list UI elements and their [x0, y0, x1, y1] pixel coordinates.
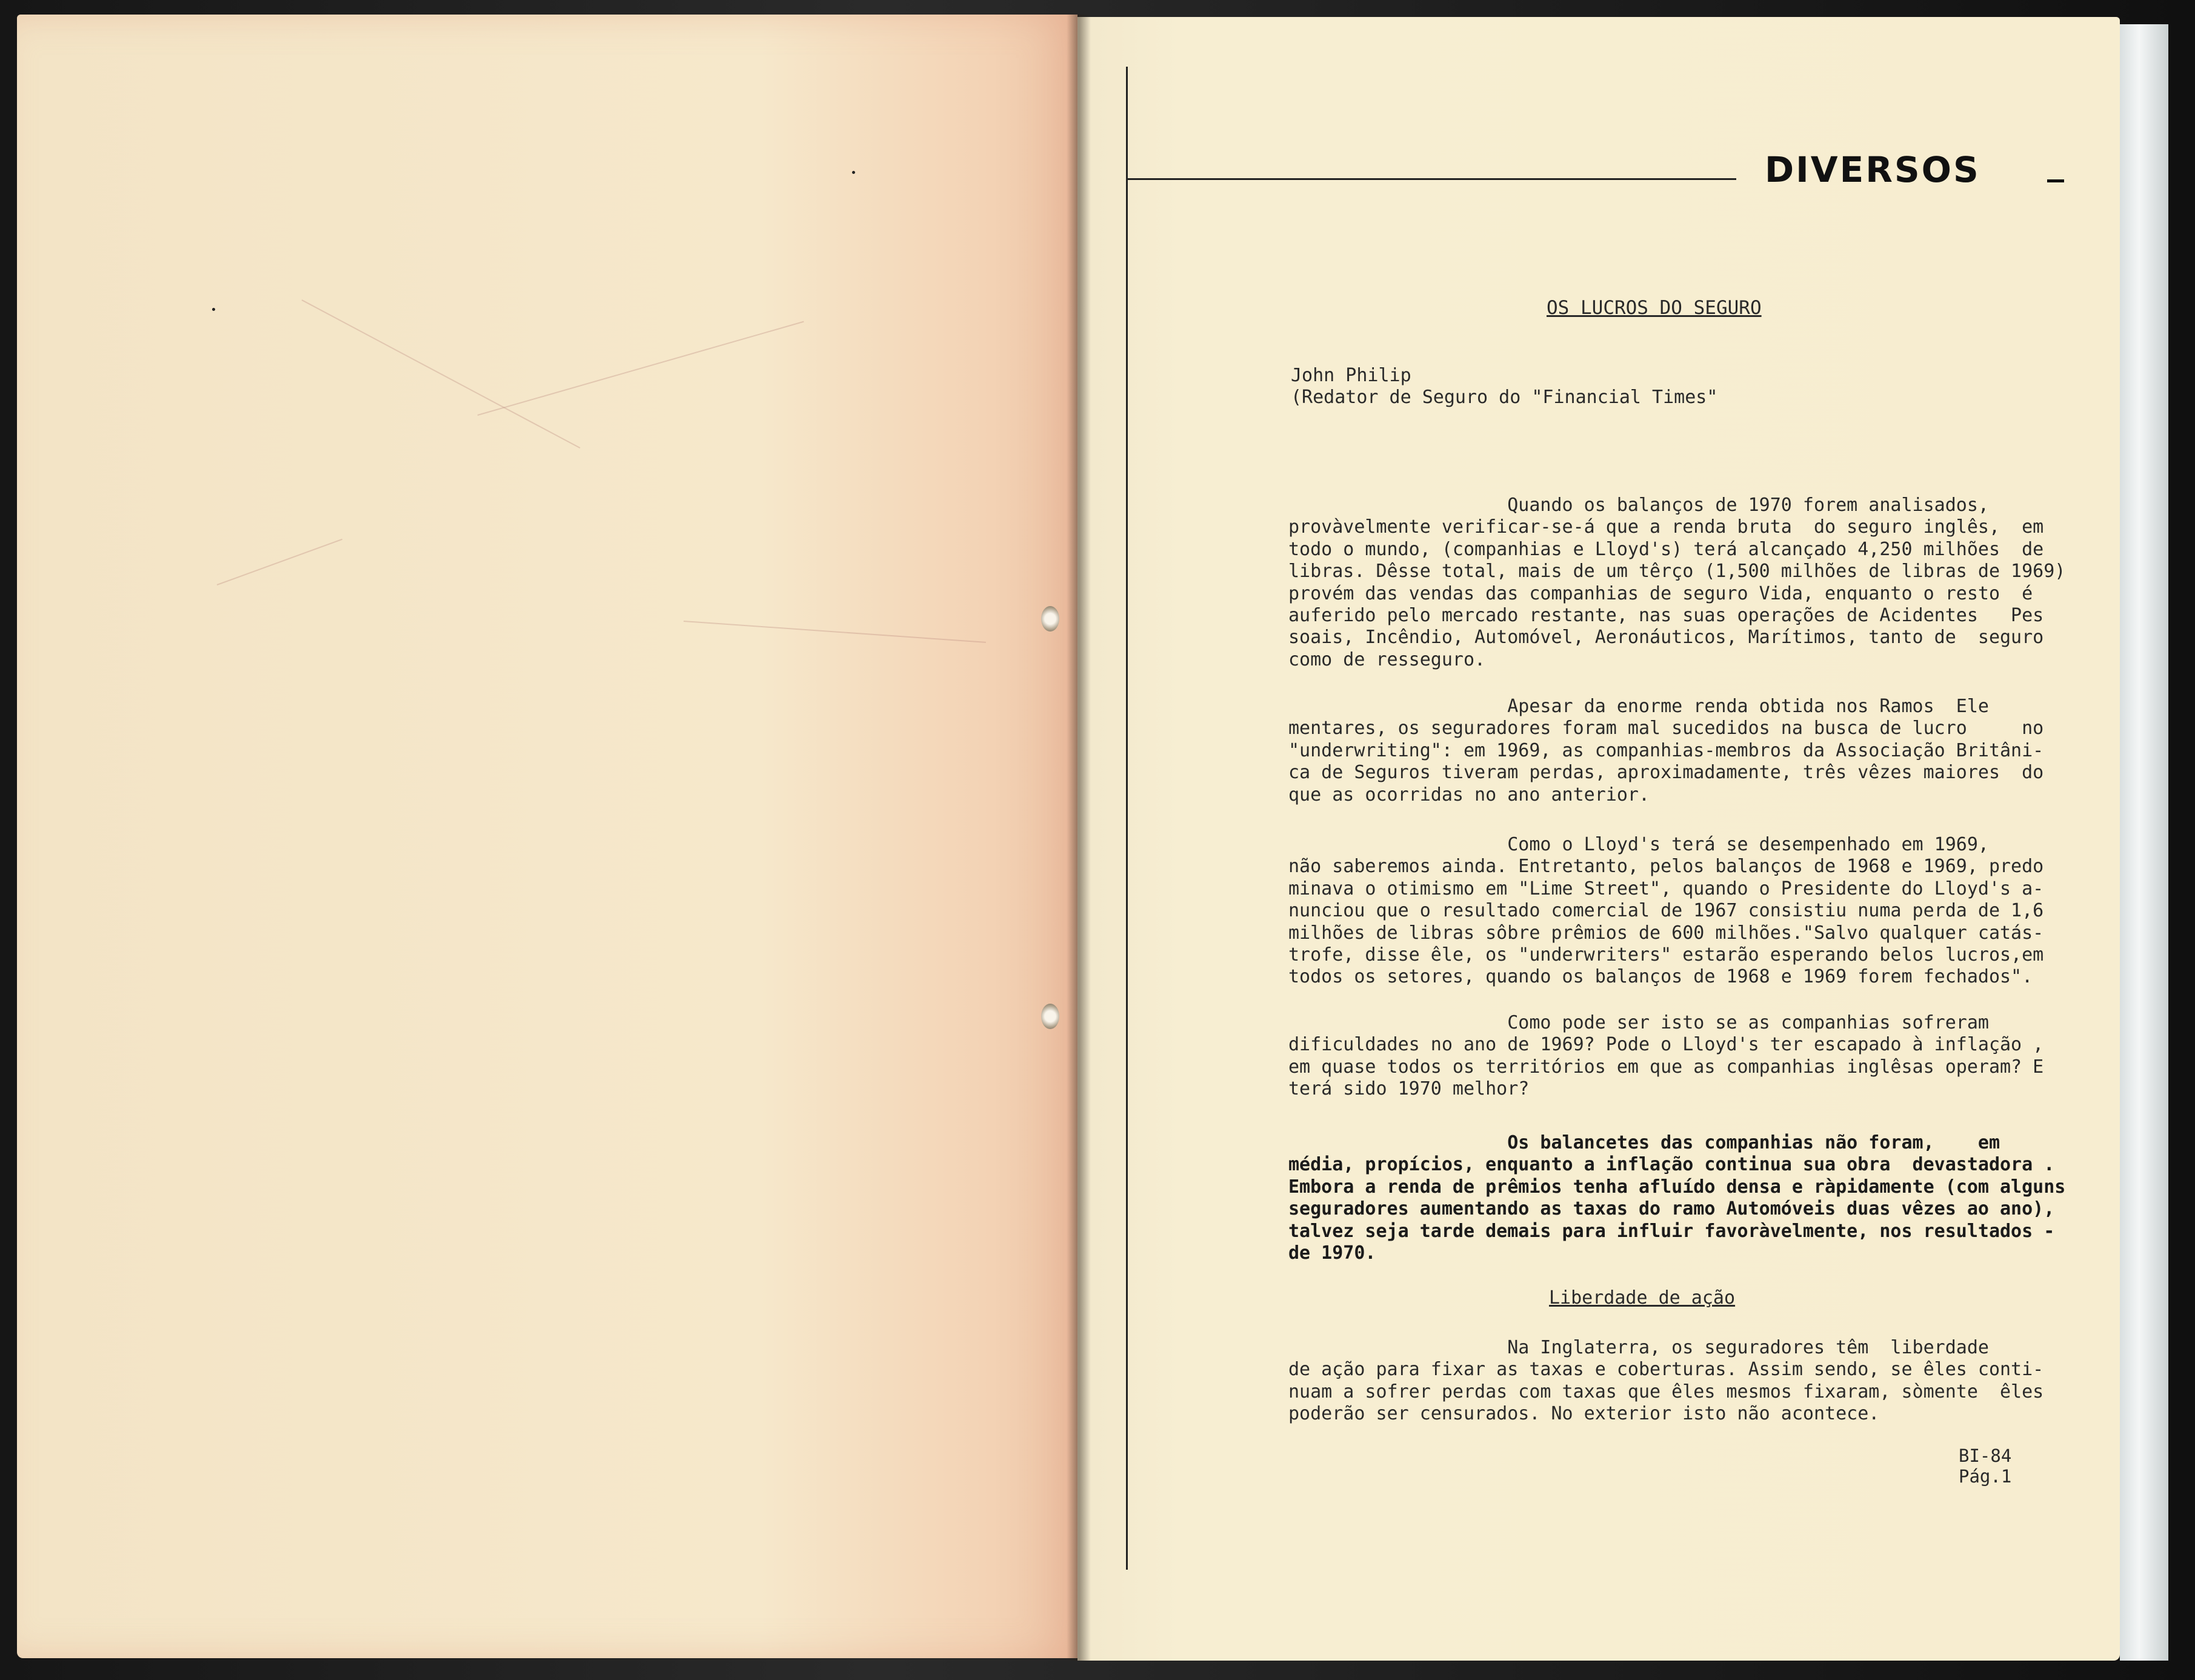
subheading: Liberdade de ação — [1549, 1287, 1736, 1308]
section-title: DIVERSOS — [1765, 149, 1980, 190]
binding-hole-bottom — [1041, 1004, 1059, 1029]
paragraph-1: Quando os balanços de 1970 forem analisados, provàvelmente verificar-se-á que a renda bruta do seguro inglês, em todo o mundo, (companhias e Lloyd's) terá alcançado 4,250 milhões de libras. Dêsse total, mais de um têrço (1,500 milhões de libras de 1969) provém das vendas das companhias de seguro Vida, enquanto o resto é auferido pelo mercado restante, nas suas operações de Acidentes Pes soais, Incêndio, Automóvel, Aeronáuticos, Marítimos, tanto de seguro como de resseguro. — [1288, 495, 2066, 670]
paper-crease — [478, 321, 804, 416]
section-title-dash — [2047, 179, 2064, 182]
binder-edge-strip — [2120, 24, 2168, 1661]
paper-crease — [217, 539, 342, 585]
author-role: (Redator de Seguro do "Financial Times" — [1291, 387, 1718, 408]
paragraph-4: Como pode ser isto se as companhias sofreram dificuldades no ano de 1969? Pode o Lloyd's ter escapado à inflação , em quase todos os territórios em que as companhias inglêsas operam? E terá sido 1970 melhor? — [1288, 1012, 2044, 1100]
paper-crease — [684, 621, 986, 643]
paper-crease — [302, 299, 581, 448]
paper-speck — [212, 308, 215, 311]
header-rule — [1127, 178, 1736, 180]
paragraph-5: Os balancetes das companhias não foram, em média, propícios, enquanto a inflação continua sua obra devastadora . Embora a renda de prêmios tenha afluído densa e ràpidamente (com alguns seguradores aumentando as taxas do ramo Automóveis duas vêzes ao ano), talvez seja tarde demais para influir favoràvelmente, nos resultados - de 1970. — [1288, 1132, 2066, 1264]
author-name: John Philip — [1291, 365, 1411, 386]
page-number: Pág.1 — [1959, 1466, 2012, 1487]
article-title: OS LUCROS DO SEGURO — [1547, 297, 1762, 319]
margin-rule — [1126, 67, 1128, 1570]
paragraph-2: Apesar da enorme renda obtida nos Ramos Ele mentares, os seguradores foram mal sucedidos na busca de lucro no "underwriting": em 1969, as companhias-membros da Associação Britâni- ca de Seguros tiveram perdas, aproximadamente, três vêzes maiores do que as ocorridas no ano anterior. — [1288, 696, 2044, 805]
paragraph-3: Como o Lloyd's terá se desempenhado em 1969, não saberemos ainda. Entretanto, pelos balanços de 1968 e 1969, predo minava o otimismo em "Lime Street", quando o Presidente do Lloyd's a- nunciou que o resultado comercial de 1967 consistiu numa perda de 1,6 milhões de libras sôbre prêmios de 600 milhões."Salvo qualquer catás- trofe, disse êle, os "underwriters" estarão esperando belos lucros,em todos os setores, quando os balanços de 1968 e 1969 forem fechados". — [1288, 834, 2044, 988]
page-gutter — [1067, 15, 1091, 1661]
left-blank-page — [17, 15, 1078, 1658]
paper-speck — [852, 171, 855, 174]
page-reference — [1959, 1445, 2011, 1487]
paragraph-6: Na Inglaterra, os seguradores têm liberdade de ação para fixar as taxas e coberturas. Assim sendo, se êles conti- nuam a sofrer perdas com taxas que êles mesmos fixaram, sòmente êles poderão ser censurados. No exterior isto não acontece. — [1288, 1337, 2044, 1425]
bulletin-code: BI-84 — [1959, 1445, 2012, 1466]
author-block — [1291, 365, 1717, 409]
binding-hole-top — [1041, 606, 1059, 632]
